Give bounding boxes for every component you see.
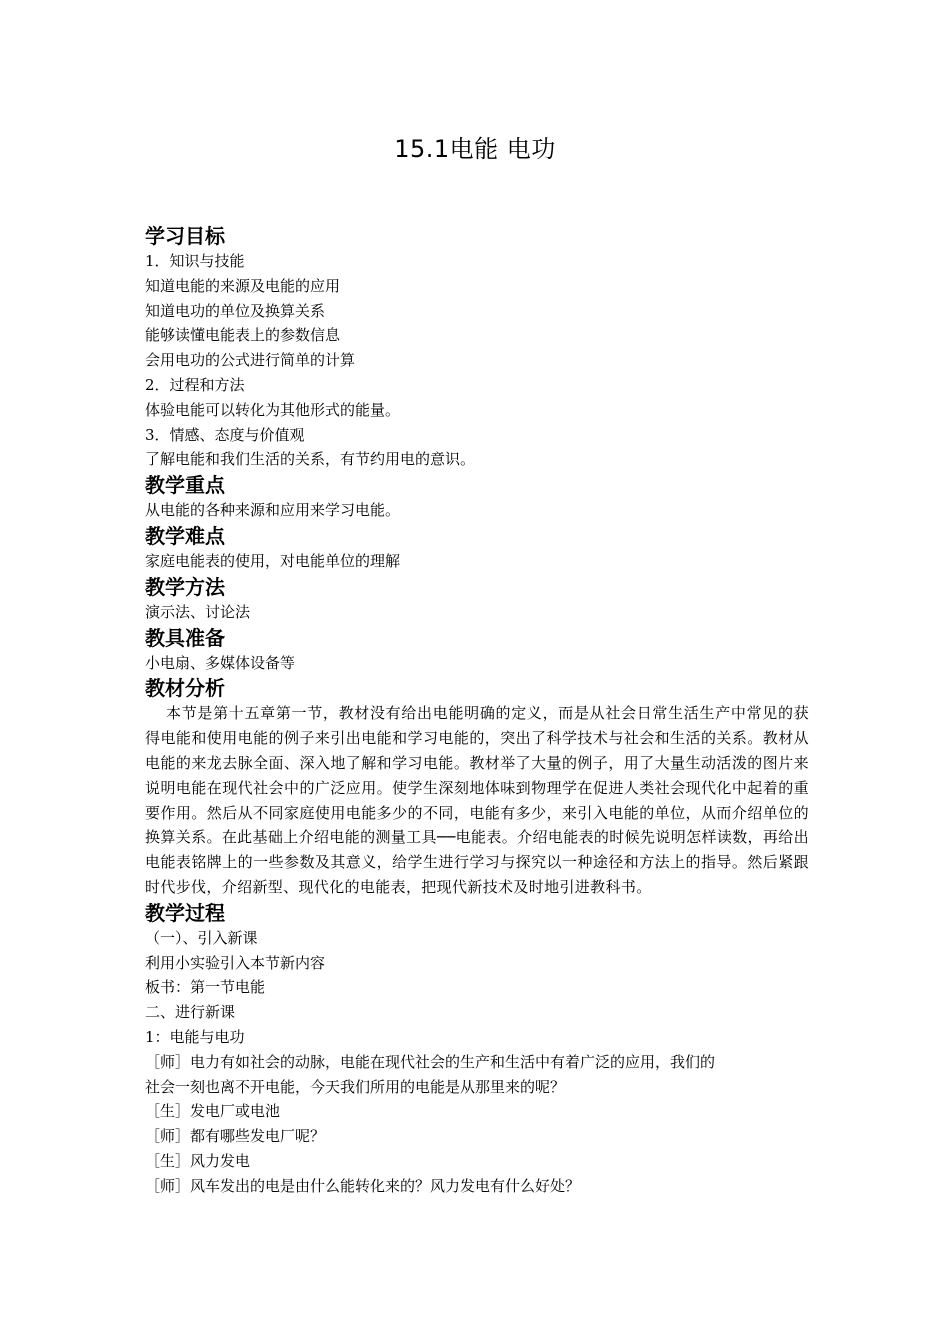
process-line: （一）、引入新课 xyxy=(145,928,258,947)
process-line: 利用小实验引入本节新内容 xyxy=(145,953,326,972)
materials-line: 小电扇、多媒体设备等 xyxy=(145,653,296,672)
objectives-line: 知道电能的来源及电能的应用 xyxy=(145,276,341,295)
process-line: ［师］风车发出的电是由什么能转化来的？风力发电有什么好处？ xyxy=(145,1176,581,1195)
key-points-line: 从电能的各种来源和应用来学习电能。 xyxy=(145,501,401,520)
objectives-line: 1．知识与技能 xyxy=(145,252,245,270)
process-line: 二、进行新课 xyxy=(145,1003,236,1022)
process-line: ［师］电力有如社会的动脉，电能在现代社会的生产和生活中有着广泛的应用，我们的 xyxy=(145,1052,716,1071)
process-line: ［师］都有哪些发电厂呢？ xyxy=(145,1127,326,1146)
objectives-line: 能够读懂电能表上的参数信息 xyxy=(145,326,341,345)
process-line: ［生］风力发电 xyxy=(145,1151,251,1170)
objectives-line: 3．情感、态度与价值观 xyxy=(145,425,305,444)
objectives-line: 了解电能和我们生活的关系，有节约用电的意识。 xyxy=(145,450,476,469)
analysis-paragraph: 本节是第十五章第一节，教材没有给出电能明确的定义，而是从社会日常生活生产中常见的获得电能和使用电能的例子来引出电能和学习电能的，突出了科学技术与社会和生活的关系。教材从电能的来龙去脉全面、深入地了解和学习电能。教材举了大量的例子，用了大量生动活泼的图片来说明电能在现代社会中的广泛应用。使学生深刻地体味到物理学在促进人类社会现代化中起着的重要作用。然后从不同家庭使用电能多少的不同，电能有多少，来引入电能的单位，从而介绍单位的换算关系。在此基础上介绍电能的测量工具──电能表。介绍电能表的时候先说明怎样读数，再给出电能表铭牌上的一些参数及其意义，给学生进行学习与探究以一种途径和方法上的指导。然后紧跟时代步伐，介绍新型、现代化的电能表，把现代新技术及时地引进教科书。 xyxy=(145,704,809,896)
key-points-heading: 教学重点 xyxy=(145,473,225,498)
analysis-heading: 教材分析 xyxy=(145,676,225,701)
process-line: ［生］发电厂或电池 xyxy=(145,1102,281,1121)
difficulties-heading: 教学难点 xyxy=(145,523,225,548)
document-title: 15.1电能 电功 xyxy=(394,135,556,163)
process-line: 社会一刻也离不开电能，今天我们所用的电能是从那里来的呢？ xyxy=(145,1077,566,1096)
process-line: 板书：第一节电能 xyxy=(145,978,266,997)
methods-heading: 教学方法 xyxy=(145,574,225,599)
difficulties-line: 家庭电能表的使用，对电能单位的理解 xyxy=(145,551,401,570)
objectives-heading: 学习目标 xyxy=(145,224,225,248)
process-heading: 教学过程 xyxy=(145,900,225,925)
objectives-line: 会用电功的公式进行简单的计算 xyxy=(145,351,356,370)
objectives-line: 2．过程和方法 xyxy=(145,375,245,394)
objectives-line: 体验电能可以转化为其他形式的能量。 xyxy=(145,400,401,419)
process-line: 1：电能与电功 xyxy=(145,1027,245,1046)
objectives-line: 知道电功的单位及换算关系 xyxy=(145,301,326,320)
methods-line: 演示法、讨论法 xyxy=(145,602,251,621)
materials-heading: 教具准备 xyxy=(145,625,225,650)
document-body xyxy=(145,223,809,1199)
